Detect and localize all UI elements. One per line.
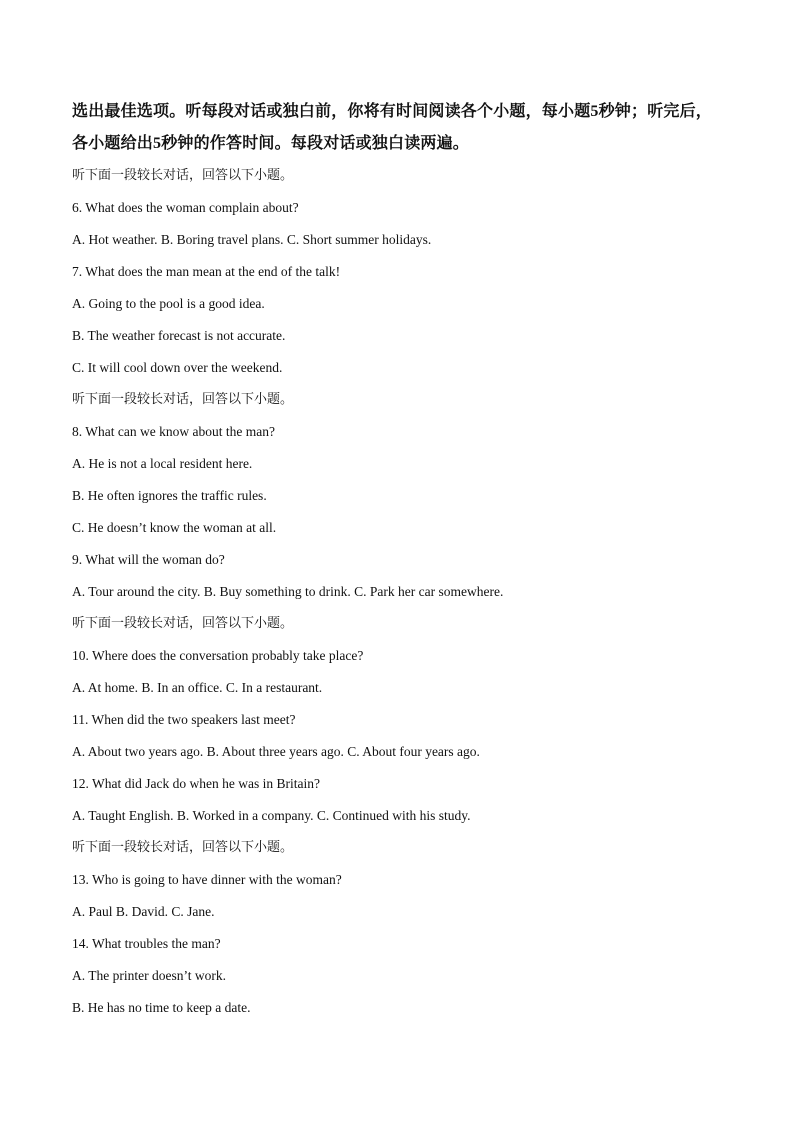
options-12: A. Taught English. B. Worked in a company. C. Continued with his study.: [72, 808, 471, 823]
option-7a: A. Going to the pool is a good idea.: [72, 296, 265, 311]
option-7b: B. The weather forecast is not accurate.: [72, 328, 286, 343]
section-heading: 听下面一段较长对话，回答以下小题。: [72, 616, 294, 631]
options-11: A. About two years ago. B. About three years ago. C. About four years ago.: [72, 744, 480, 759]
question-list: [72, 160, 732, 1024]
option-14b: B. He has no time to keep a date.: [72, 1000, 251, 1015]
question-9: 9. What will the woman do?: [72, 552, 225, 567]
question-10: 10. Where does the conversation probably take place?: [72, 648, 364, 663]
options-9: A. Tour around the city. B. Buy something to drink. C. Park her car somewhere.: [72, 584, 504, 599]
document-page: [72, 96, 732, 1024]
instruction-line-1: 选出最佳选项。听每段对话或独白前，你将有时间阅读各个小题，每小题5秒钟；听完后，: [72, 103, 713, 120]
option-7c: C. It will cool down over the weekend.: [72, 360, 283, 375]
options-10: A. At home. B. In an office. C. In a restaurant.: [72, 680, 323, 695]
options-13: A. Paul B. David. C. Jane.: [72, 904, 215, 919]
question-11: 11. When did the two speakers last meet?: [72, 712, 296, 727]
instruction-line-2: 各小题给出5秒钟的作答时间。每段对话或独白读两遍。: [72, 135, 470, 152]
question-12: 12. What did Jack do when he was in Britain?: [72, 776, 320, 791]
question-14: 14. What troubles the man?: [72, 936, 221, 951]
question-13: 13. Who is going to have dinner with the woman?: [72, 872, 342, 887]
section-heading: 听下面一段较长对话，回答以下小题。: [72, 840, 294, 855]
option-8c: C. He doesn’t know the woman at all.: [72, 520, 277, 535]
option-8b: B. He often ignores the traffic rules.: [72, 488, 267, 503]
section-heading: 听下面一段较长对话，回答以下小题。: [72, 168, 294, 183]
question-6: 6. What does the woman complain about?: [72, 200, 299, 215]
question-7: 7. What does the man mean at the end of the talk!: [72, 264, 341, 279]
option-8a: A. He is not a local resident here.: [72, 456, 253, 471]
section-heading: 听下面一段较长对话，回答以下小题。: [72, 392, 294, 407]
option-14a: A. The printer doesn’t work.: [72, 968, 226, 983]
question-8: 8. What can we know about the man?: [72, 424, 275, 439]
options-6: A. Hot weather. B. Boring travel plans. C. Short summer holidays.: [72, 232, 432, 247]
